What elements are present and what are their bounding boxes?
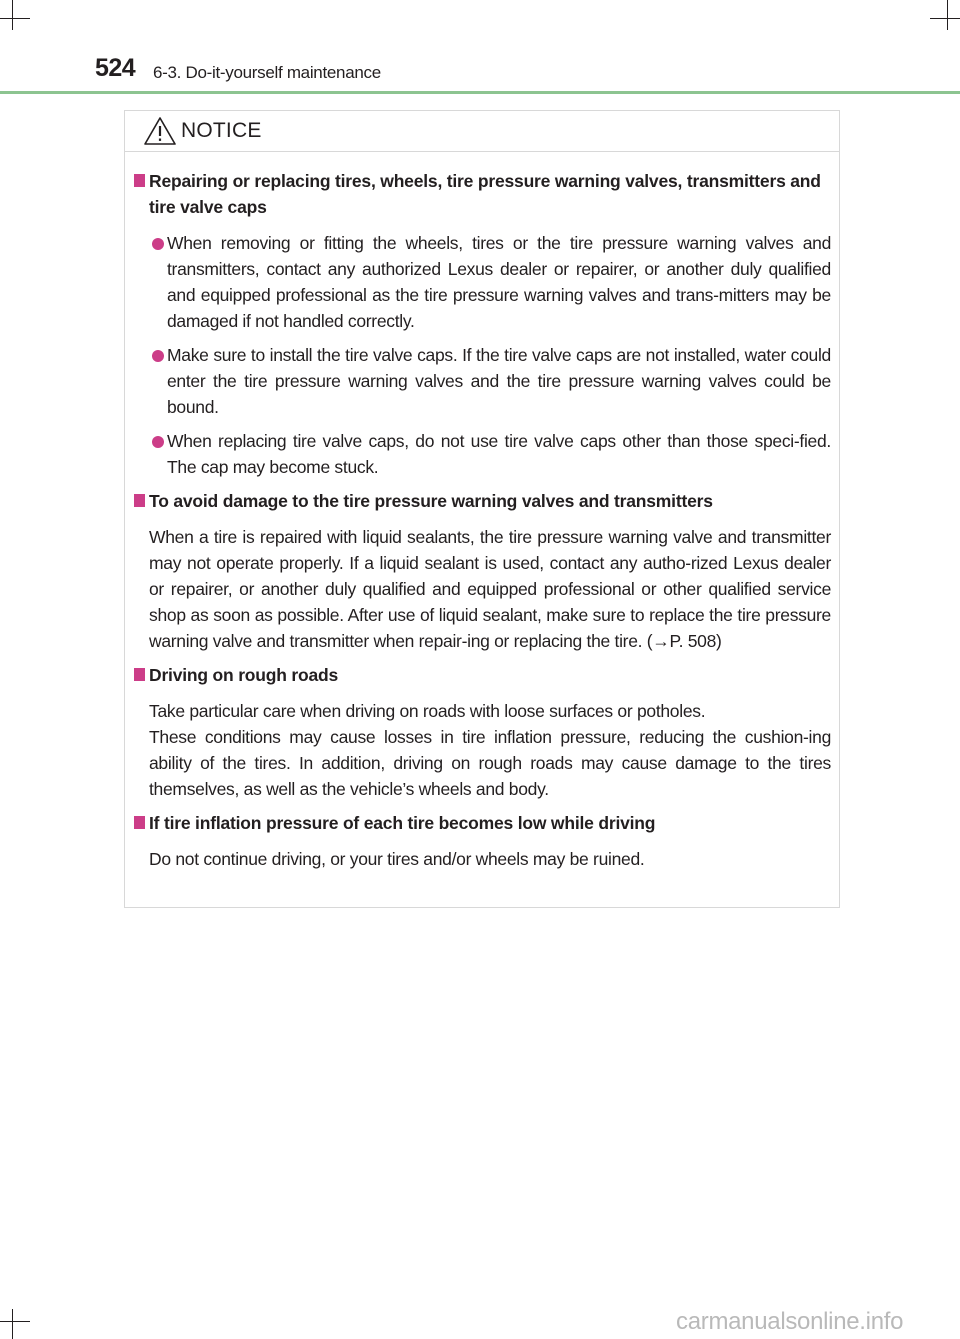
- notice-box: [124, 110, 840, 908]
- watermark-logo: carmanualsonline.info: [676, 1308, 904, 1335]
- paragraph: These conditions may cause losses in tire inflation pressure, reducing the cushion-ing ability of the tires. In addition, driving on rough roads may cause damage to the tires themselves, as well as the vehicle’s wheels and body.: [149, 727, 831, 799]
- crop-mark: [0, 1321, 30, 1322]
- heading-text: Driving on rough roads: [149, 665, 339, 685]
- circle-bullet-icon: [152, 350, 164, 362]
- section-title: 6-3. Do-it-yourself maintenance: [153, 63, 381, 82]
- bullet-item: [133, 230, 831, 334]
- notice-header: [125, 111, 839, 152]
- square-bullet-icon: [134, 816, 145, 829]
- section-heading: [133, 662, 831, 688]
- square-bullet-icon: [134, 668, 145, 681]
- notice-label: NOTICE: [181, 119, 262, 142]
- page-header: [0, 0, 960, 100]
- bullet-item: [133, 342, 831, 420]
- crop-mark: [12, 1309, 13, 1339]
- square-bullet-icon: [134, 174, 145, 187]
- heading-text: Repairing or replacing tires, wheels, tire pressure warning valves, transmitters and tire valve caps: [149, 171, 821, 217]
- paragraph: Do not continue driving, or your tires and/or wheels may be ruined.: [149, 849, 645, 869]
- paragraph: When a tire is repaired with liquid sealants, the tire pressure warning valve and transmitter may not operate properly. If a liquid sealant is used, contact any autho-rized Lexus dealer or repairer, or another duly qualified and equipped professional or other qualified service shop as soon as possible. After use of liquid sealant, make sure to replace the tire pressure warning valve and transmitter when repair-ing or replacing the tire. (→P. 508): [149, 527, 831, 651]
- square-bullet-icon: [134, 494, 145, 507]
- paragraph: Take particular care when driving on roads with loose surfaces or potholes.: [149, 701, 706, 721]
- warning-triangle-icon: [143, 116, 177, 146]
- circle-bullet-icon: [152, 436, 164, 448]
- heading-text: If tire inflation pressure of each tire becomes low while driving: [149, 813, 656, 833]
- heading-text: To avoid damage to the tire pressure warning valves and transmitters: [149, 491, 713, 511]
- page-number: 524: [95, 54, 136, 82]
- bullet-text: When replacing tire valve caps, do not use tire valve caps other than those speci-fied. The cap may become stuck.: [167, 431, 831, 477]
- bullet-text: Make sure to install the tire valve caps. If the tire valve caps are not installed, water could enter the tire pressure warning valves and the tire pressure warning valves could be bound.: [167, 345, 831, 417]
- section-heading: [133, 810, 831, 836]
- circle-bullet-icon: [152, 238, 164, 250]
- bullet-text: When removing or fitting the wheels, tires or the tire pressure warning valves and transmitters, contact any authorized Lexus dealer or repairer, or another duly qualified and equipped professional as the tire pressure warning valves and trans-mitters may be damaged if not handled correctly.: [167, 233, 831, 331]
- notice-body: [125, 152, 839, 872]
- bullet-item: [133, 428, 831, 480]
- header-rule: [0, 91, 960, 94]
- section-heading: [133, 168, 831, 220]
- section-heading: [133, 488, 831, 514]
